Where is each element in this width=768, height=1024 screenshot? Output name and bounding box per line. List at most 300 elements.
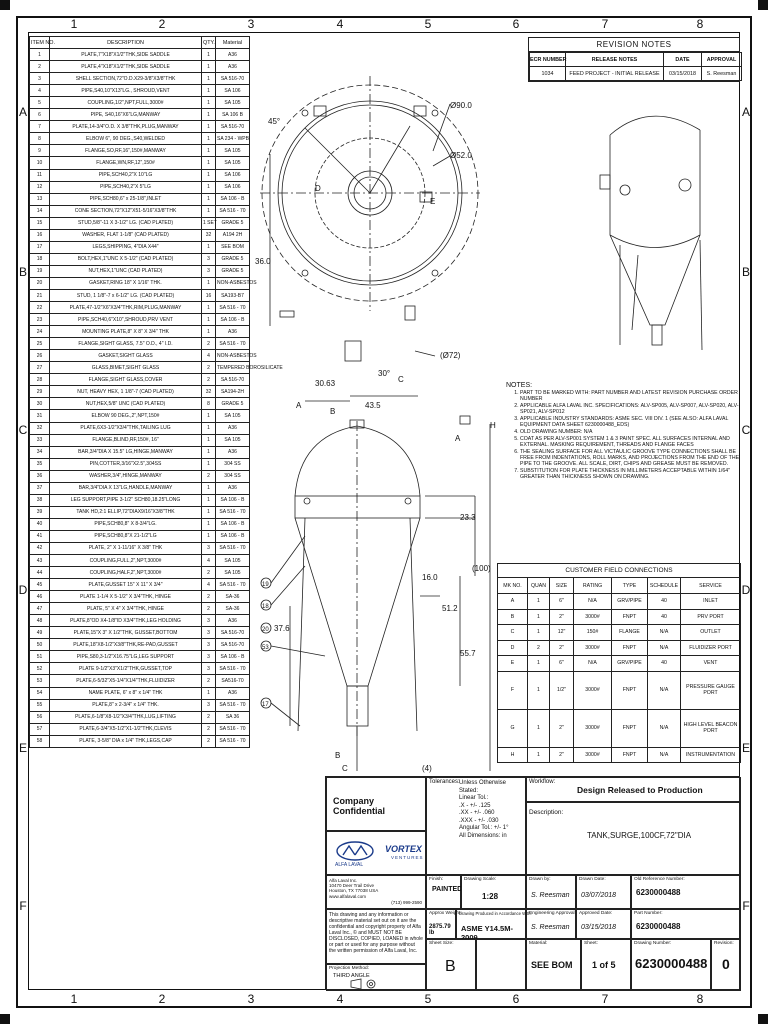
zone-row-label: A xyxy=(741,105,750,119)
bom-row xyxy=(30,85,250,97)
bom-cell: LEGS,SHIPPING, 4"DIA X44" xyxy=(50,241,202,253)
sheet-value: 1 of 5 xyxy=(592,960,616,970)
bom-header-material: Material xyxy=(216,37,250,49)
callout-label: E xyxy=(430,197,436,206)
bom-cell: 1 xyxy=(202,494,216,506)
drawn-date-label: Drawn Date: xyxy=(579,877,606,882)
connection-cell: H xyxy=(498,747,528,763)
material-label: Material: xyxy=(529,941,548,946)
bom-cell: SA 516 - 70 xyxy=(216,723,250,735)
leader-line xyxy=(415,351,435,356)
bom-cell: TANK HD,2:1 ELLIP,72"DIAX9/16"X3/8"THK xyxy=(50,506,202,518)
bom-cell: FLANGE,SIGHT GLASS,COVER xyxy=(50,374,202,386)
bom-cell: 3 xyxy=(202,639,216,651)
connection-row xyxy=(498,656,741,672)
connection-cell: FLANGE xyxy=(612,625,648,641)
bom-cell: 10 xyxy=(30,157,50,169)
bom-cell: PLATE,GUSSET 15" X 11" X 3/4" xyxy=(50,579,202,591)
bom-cell: SA 105 xyxy=(216,555,250,567)
bom-row xyxy=(30,193,250,205)
bom-cell: 44 xyxy=(30,567,50,579)
description-label: Description: xyxy=(529,809,564,816)
bom-cell: 16 xyxy=(202,289,216,301)
general-notes xyxy=(506,383,742,481)
bolt xyxy=(302,270,308,276)
bom-row xyxy=(30,73,250,85)
bom-row xyxy=(30,410,250,422)
bom-cell: 52 xyxy=(30,663,50,675)
dim-label: 23.3 xyxy=(460,513,476,522)
bom-cell: 18 xyxy=(30,253,50,265)
connection-row xyxy=(498,609,741,625)
bom-cell: 53 xyxy=(30,675,50,687)
bom-row xyxy=(30,518,250,530)
bom-cell: 4 xyxy=(202,555,216,567)
part-number-label: Part Number: xyxy=(634,911,663,916)
connection-cell: PRESSURE GAUGE PORT xyxy=(681,671,741,709)
bom-row xyxy=(30,362,250,374)
sheet-size-cell xyxy=(426,939,476,991)
bom-cell: PIPE,SCH40,2"X 5"LG xyxy=(50,181,202,193)
logo-cell xyxy=(326,831,426,875)
callout-label: A xyxy=(296,401,302,410)
bom-cell: NUT,HEX,5/8" UNC (CAD PLATED) xyxy=(50,398,202,410)
zone-column-label: 6 xyxy=(512,992,520,1006)
bom-cell: SA-36 xyxy=(216,603,250,615)
bom-cell: 30 xyxy=(30,398,50,410)
bom-cell: 39 xyxy=(30,506,50,518)
tolerance-line: All Dimensions: in xyxy=(459,832,507,839)
bom-row xyxy=(30,374,250,386)
tolerance-values xyxy=(459,780,525,840)
tank-head xyxy=(295,426,420,496)
top-view-labels xyxy=(255,101,472,416)
bom-cell: PIPE,S80,3-1/2"X16.75"LG,LEG SUPPORT xyxy=(50,651,202,663)
bom-cell: PLATE,6-3/4"X5-1/2"X1-1/2"THK,CLEVIS xyxy=(50,723,202,735)
support-leg xyxy=(298,518,305,731)
connection-cell: FNPT xyxy=(612,640,648,656)
bom-cell: 16 xyxy=(30,229,50,241)
bom-cell: FLANGE,SO,RF,16",150#,MANWAY xyxy=(50,145,202,157)
connection-cell: N/A xyxy=(648,640,681,656)
connection-cell: 1/2" xyxy=(550,671,574,709)
bom-cell: A36 xyxy=(216,687,250,699)
bom-cell: 3 xyxy=(202,699,216,711)
callout-label: C xyxy=(342,764,348,773)
note-item: 2. APPLICABLE ALFA LAVAL INC. SPECIFICATIONS: ALV-SP005, ALV-SP007, ALV-SP020, ALV-SP021, ALV-SP012 xyxy=(520,403,742,415)
bom-cell: LEG SUPPORT,PIPE 3-1/2" SCH80,18.25"LONG xyxy=(50,494,202,506)
bom-cell: PIPE,SCH40,2"X 10"LG xyxy=(50,169,202,181)
bom-row xyxy=(30,326,250,338)
zone-column-label: 3 xyxy=(247,992,255,1006)
old-reference-label: Old Reference Number: xyxy=(634,877,685,882)
connection-cell: 3000# xyxy=(574,640,612,656)
connection-row xyxy=(498,640,741,656)
bom-cell: 47 xyxy=(30,603,50,615)
corner-mark xyxy=(758,0,768,10)
bom-cell: FLANGE,BLIND,RF,150#, 16" xyxy=(50,434,202,446)
bom-cell: A36 xyxy=(216,482,250,494)
connection-row xyxy=(498,625,741,641)
bom-cell: 28 xyxy=(30,374,50,386)
iso-shell xyxy=(610,130,700,248)
connection-cell: 3000# xyxy=(574,709,612,747)
connection-row xyxy=(498,709,741,747)
fitting xyxy=(405,498,411,504)
bom-cell: 1 xyxy=(202,61,216,73)
bom-cell: 57 xyxy=(30,723,50,735)
bom-cell: BAR,3/4"DIA X 13"LG,HANDLE,MANWAY xyxy=(50,482,202,494)
bom-cell: SA 106 - B xyxy=(216,193,250,205)
bom-row xyxy=(30,579,250,591)
bom-cell: 8 xyxy=(202,398,216,410)
bom-cell: SA 516 - 70 xyxy=(216,663,250,675)
bom-cell: PIPE,SCH80,8"X 21-1/2"LG xyxy=(50,530,202,542)
nozzle-h xyxy=(460,416,470,424)
bom-row xyxy=(30,591,250,603)
leader-line xyxy=(271,646,325,656)
address-line: Alfa Laval Inc. xyxy=(329,878,358,883)
bom-cell: 2 xyxy=(202,723,216,735)
scale-value: 1:28 xyxy=(482,892,499,901)
zone-column-label: 5 xyxy=(424,992,432,1006)
zone-row-label: B xyxy=(18,265,27,279)
connection-cell: INSTRUMENTATION xyxy=(681,747,741,763)
bom-cell: PLATE,4"X18"X1/2"THK,SIDE SADDLE xyxy=(50,61,202,73)
alfa-laval-logo-icon xyxy=(335,840,375,862)
bom-cell: PLATE,8"OD X4-1/8"ID X3/4"THK,LEG HOLDING xyxy=(50,615,202,627)
bom-cell: SA516-70 xyxy=(216,675,250,687)
bom-row xyxy=(30,506,250,518)
bom-cell: SA 106 - B xyxy=(216,314,250,326)
bom-cell: 2 xyxy=(202,603,216,615)
nozzle xyxy=(414,106,426,116)
balloon-label: 18 xyxy=(262,604,269,610)
bom-cell: 2 xyxy=(202,567,216,579)
callout-label: D xyxy=(315,184,321,193)
connection-cell: FNPT xyxy=(612,609,648,625)
dim-label: (Ø72) xyxy=(440,351,461,360)
leader-line xyxy=(271,566,305,605)
bom-header-qty: QTY. xyxy=(202,37,216,49)
connection-cell: GRV/PIPE xyxy=(612,656,648,672)
connection-cell: C xyxy=(498,625,528,641)
zone-column-label: 7 xyxy=(601,992,609,1006)
bom-cell: 7 xyxy=(30,121,50,133)
bom-cell: 1 xyxy=(202,422,216,434)
bom-cell: PLATE,18"X8-1/2"X3/8"THK,RE-PAD,GUSSET xyxy=(50,639,202,651)
revision-cell: 1034 xyxy=(530,67,566,81)
bom-cell: 29 xyxy=(30,386,50,398)
bom-cell: PLATE,15"X 3" X 1/2"THK, GUSSET,BOTTOM xyxy=(50,627,202,639)
bom-cell: NON-ASBESTOS xyxy=(216,277,250,289)
zone-row-label: C xyxy=(741,423,751,437)
bom-row xyxy=(30,675,250,687)
bom-row xyxy=(30,639,250,651)
bom-cell: 45 xyxy=(30,579,50,591)
corner-mark xyxy=(0,0,10,10)
bom-cell: 1 xyxy=(202,241,216,253)
zone-column-label: 8 xyxy=(696,992,704,1006)
finish-value: PAINTED xyxy=(432,886,463,893)
address-cell xyxy=(326,875,426,909)
zone-row-label: F xyxy=(19,899,27,913)
bom-cell: GRADE 5 xyxy=(216,398,250,410)
bom-row xyxy=(30,567,250,579)
drawn-date-cell xyxy=(576,875,631,909)
connection-cell: 6" xyxy=(550,594,574,610)
bom-cell: GASKET,SIGHT GLASS xyxy=(50,350,202,362)
bom-cell: SA 106 xyxy=(216,85,250,97)
bom-row xyxy=(30,49,250,61)
side-view-labels xyxy=(262,421,496,773)
drawn-by-label: Drawn by: xyxy=(529,877,551,882)
bom-row xyxy=(30,350,250,362)
balloon-label: 19 xyxy=(262,582,269,588)
bom-cell: 13 xyxy=(30,193,50,205)
support-leg xyxy=(410,518,417,731)
bom-cell: BAR,3/4"DIA X 15.5" LG,HINGE,MANWAY xyxy=(50,446,202,458)
revision-header: DATE xyxy=(664,53,702,67)
connection-cell: 40 xyxy=(648,594,681,610)
bom-cell: NUT, HEAVY HEX, 1 1/8"-7 (CAD PLATED) xyxy=(50,386,202,398)
connection-cell: 1 xyxy=(528,709,550,747)
zone-column-label: 1 xyxy=(70,17,78,31)
bom-row xyxy=(30,302,250,314)
connection-cell: 3000# xyxy=(574,747,612,763)
tank-drawing-views xyxy=(250,36,500,776)
note-item: 5. COAT AS PER ALV-SP001 SYSTEM 1 & 3 PAINT SPEC. ALL SURFACES INTERNAL AND EXTERNAL. MASKING REQUIREMENT, THREADS AND FLANGE FACES xyxy=(520,436,742,448)
bom-cell: A36 xyxy=(216,326,250,338)
callout-label: A xyxy=(455,434,461,443)
bom-cell: PLATE,14-3/4"O.D. X 3/8"THK,PLUG,MANWAY xyxy=(50,121,202,133)
bom-cell: SA194-2H xyxy=(216,386,250,398)
description-value: TANK,SURGE,100CF,72"DIA xyxy=(587,831,692,840)
connections-header: SCHEDULE xyxy=(648,578,681,594)
bom-cell: FLANGE,WN,RF,12",150# xyxy=(50,157,202,169)
bom-cell: 38 xyxy=(30,494,50,506)
bom-cell: PIPE,SCH80,8" X 8-3/4"LG. xyxy=(50,518,202,530)
eng-approval-label: Engineering Approval: xyxy=(529,911,576,916)
bom-cell: SA 516 - 70 xyxy=(216,579,250,591)
drawn-by-cell xyxy=(526,875,576,909)
bom-cell: 1 xyxy=(202,205,216,217)
bom-cell: GRADE 5 xyxy=(216,253,250,265)
sheet-size-label: Sheet Size: xyxy=(429,941,454,946)
connection-cell: 2" xyxy=(550,747,574,763)
bom-row xyxy=(30,627,250,639)
bom-cell: 1 xyxy=(30,49,50,61)
dim-label: 37.6 xyxy=(274,624,290,633)
bom-cell: SA 516-70 xyxy=(216,121,250,133)
bom-cell: 40 xyxy=(30,518,50,530)
bom-cell: 37 xyxy=(30,482,50,494)
bom-cell: SA 516-70 xyxy=(216,627,250,639)
material-cell xyxy=(526,939,581,991)
bom-cell: PLATE,6-5/32"X5-1/4"X1/4"THK,FLUIDIZER xyxy=(50,675,202,687)
bom-cell: 41 xyxy=(30,530,50,542)
bom-cell: GLASS,BIMET,SIGHT GLASS xyxy=(50,362,202,374)
balloon-label: 53 xyxy=(262,645,269,651)
bom-cell: 3 xyxy=(202,542,216,554)
zone-row-label: D xyxy=(18,583,28,597)
tolerances-label: Tolerances: xyxy=(429,779,460,785)
drawn-date-value: 03/07/2018 xyxy=(581,892,617,899)
workflow-label: Workflow: xyxy=(529,779,556,785)
bom-row xyxy=(30,663,250,675)
bom-cell: 2 xyxy=(202,470,216,482)
bom-cell: 25 xyxy=(30,338,50,350)
bom-cell: 42 xyxy=(30,542,50,554)
bom-cell: 32 xyxy=(30,422,50,434)
connection-cell: 1 xyxy=(528,656,550,672)
connection-cell: G xyxy=(498,709,528,747)
drawing-number-value: 6230000488 xyxy=(635,956,708,971)
connections-header: RATING xyxy=(574,578,612,594)
vortex-subtitle: VENTURES xyxy=(391,855,424,860)
bom-cell: 1 xyxy=(202,49,216,61)
zone-column-label: 8 xyxy=(696,17,704,31)
zone-column-label: 1 xyxy=(70,992,78,1006)
eng-approval-value: S. Reesman xyxy=(531,924,570,931)
zone-column-label: 7 xyxy=(601,17,609,31)
connection-row xyxy=(498,594,741,610)
bom-cell: PIPE,SCH40,6"X10",SHROUD,PRV VENT xyxy=(50,314,202,326)
projection-value: THIRD ANGLE xyxy=(333,973,370,979)
connection-cell: 1 xyxy=(528,594,550,610)
bom-cell: 15 xyxy=(30,217,50,229)
connection-cell: N/A xyxy=(574,656,612,672)
bom-cell: 3 xyxy=(202,651,216,663)
bom-cell: PLATE,6X3-1/2"X3/4"THK,TAILING LUG xyxy=(50,422,202,434)
connection-cell: N/A xyxy=(648,625,681,641)
bom-cell: 34 xyxy=(30,446,50,458)
bom-cell: 1 xyxy=(202,434,216,446)
connection-cell: OUTLET xyxy=(681,625,741,641)
connection-cell: 6" xyxy=(550,656,574,672)
bom-cell: PLATE, 5" X 4" X 3/4"THK, HINGE xyxy=(50,603,202,615)
bom-cell: 19 xyxy=(30,265,50,277)
connection-cell: 2" xyxy=(550,609,574,625)
weight-label: Approx Weight: xyxy=(429,911,462,916)
bom-cell: 54 xyxy=(30,687,50,699)
bom-cell: 1 xyxy=(202,97,216,109)
connection-row xyxy=(498,671,741,709)
bom-cell: 1 xyxy=(202,302,216,314)
fitting xyxy=(304,498,310,504)
drawn-by-value: S. Reesman xyxy=(531,892,570,899)
bom-cell: 12 xyxy=(30,181,50,193)
standard-cell xyxy=(456,909,532,942)
connection-cell: FNPT xyxy=(612,671,648,709)
cone-section xyxy=(295,518,420,686)
bom-cell: 5 xyxy=(30,97,50,109)
bom-cell: 11 xyxy=(30,169,50,181)
weight-cell xyxy=(426,909,462,939)
bom-cell: NAME PLATE, 6" x 8" x 1/4" THK xyxy=(50,687,202,699)
bom-row xyxy=(30,133,250,145)
bom-cell: GRADE 5 xyxy=(216,265,250,277)
confidential-cell xyxy=(326,777,426,831)
bom-cell: 55 xyxy=(30,699,50,711)
bom-row xyxy=(30,386,250,398)
dim-label: Ø90.0 xyxy=(450,101,472,110)
bom-cell: COUPLING,1/2",NPT,FULL,3000# xyxy=(50,97,202,109)
leader-line xyxy=(271,536,305,583)
tolerance-line: .XX - +/- .060 xyxy=(459,810,495,816)
bom-row xyxy=(30,277,250,289)
revision-header: ECR NUMBER xyxy=(530,53,566,67)
connection-cell: VENT xyxy=(681,656,741,672)
bom-row xyxy=(30,687,250,699)
bom-cell: PLATE,6-1/8"X8-1/2"X3/4"THK,LUG,LIFTING xyxy=(50,711,202,723)
bom-cell: ELBOW 6", 90 DEG.,S40,WELDED xyxy=(50,133,202,145)
bom-cell: 1 SET xyxy=(202,217,216,229)
bom-cell: SA 106 - B xyxy=(216,518,250,530)
connection-cell: N/A xyxy=(648,671,681,709)
bom-cell: 1 xyxy=(202,193,216,205)
bom-cell: PLATE 1-1/4 X 5-1/2" X 3/4"THK, HINGE xyxy=(50,591,202,603)
bom-row xyxy=(30,723,250,735)
connections-header: SERVICE xyxy=(681,578,741,594)
bom-row xyxy=(30,422,250,434)
bom-cell: 46 xyxy=(30,591,50,603)
bom-cell: 1 xyxy=(202,133,216,145)
bom-cell: 51 xyxy=(30,651,50,663)
approved-date-cell xyxy=(576,909,631,939)
note-item: 7. SUBSTITUTION FOR PLATE THICKNESS IN MILLIMETERS ACCEPTABLE WITHIN 1/64" GREATER THAN THICKNESS SHOWN ON DRAWING. xyxy=(520,468,742,480)
bom-cell: 35 xyxy=(30,458,50,470)
balloon-label: 17 xyxy=(262,702,269,708)
legal-text: This drawing and any information or descriptive material set out on it are the confidential and copyright property of Alfa Laval Inc., © and MUST NOT BE DISCLOSED, COPIED, LOANED in whole or part or used for any purpose without the written permission of Alfa Laval, Inc. xyxy=(329,912,423,954)
bom-cell: SA 105 xyxy=(216,157,250,169)
bom-cell: A36 xyxy=(216,49,250,61)
bom-cell: 1 xyxy=(202,314,216,326)
bom-cell: SA 105 xyxy=(216,567,250,579)
finish-cell xyxy=(426,875,461,909)
phone: (713) 999-2590 xyxy=(391,899,422,905)
bom-cell: 1 xyxy=(202,506,216,518)
bom-row xyxy=(30,253,250,265)
bom-cell: 17 xyxy=(30,241,50,253)
connection-cell: A xyxy=(498,594,528,610)
connection-cell: FNPT xyxy=(612,747,648,763)
bom-cell: 3 xyxy=(202,265,216,277)
connection-cell: 2" xyxy=(550,709,574,747)
connection-cell: 40 xyxy=(648,656,681,672)
revision-cell xyxy=(711,939,741,991)
zone-row-label: E xyxy=(741,741,750,755)
bom-row xyxy=(30,314,250,326)
bom-cell: SA 234 - WPB xyxy=(216,133,250,145)
projection-label: Projection Method: xyxy=(329,966,369,971)
bom-cell: 26 xyxy=(30,350,50,362)
connection-row xyxy=(498,747,741,763)
bom-row xyxy=(30,241,250,253)
bom-cell: 4 xyxy=(30,85,50,97)
bom-cell: SA193-B7 xyxy=(216,289,250,301)
bom-cell: 1 xyxy=(202,458,216,470)
bom-cell: 1 xyxy=(202,73,216,85)
bom-cell: SA 36 xyxy=(216,711,250,723)
bom-cell: WASHER, FLAT 1-1/8" (CAD PLATED) xyxy=(50,229,202,241)
bom-cell: GRADE 5 xyxy=(216,217,250,229)
zone-row-label: F xyxy=(742,899,750,913)
bom-cell: COUPLING,HALF,2",NPT,3000# xyxy=(50,567,202,579)
bom-row xyxy=(30,470,250,482)
bom-cell: 304 SS xyxy=(216,458,250,470)
connection-cell: 40 xyxy=(648,609,681,625)
